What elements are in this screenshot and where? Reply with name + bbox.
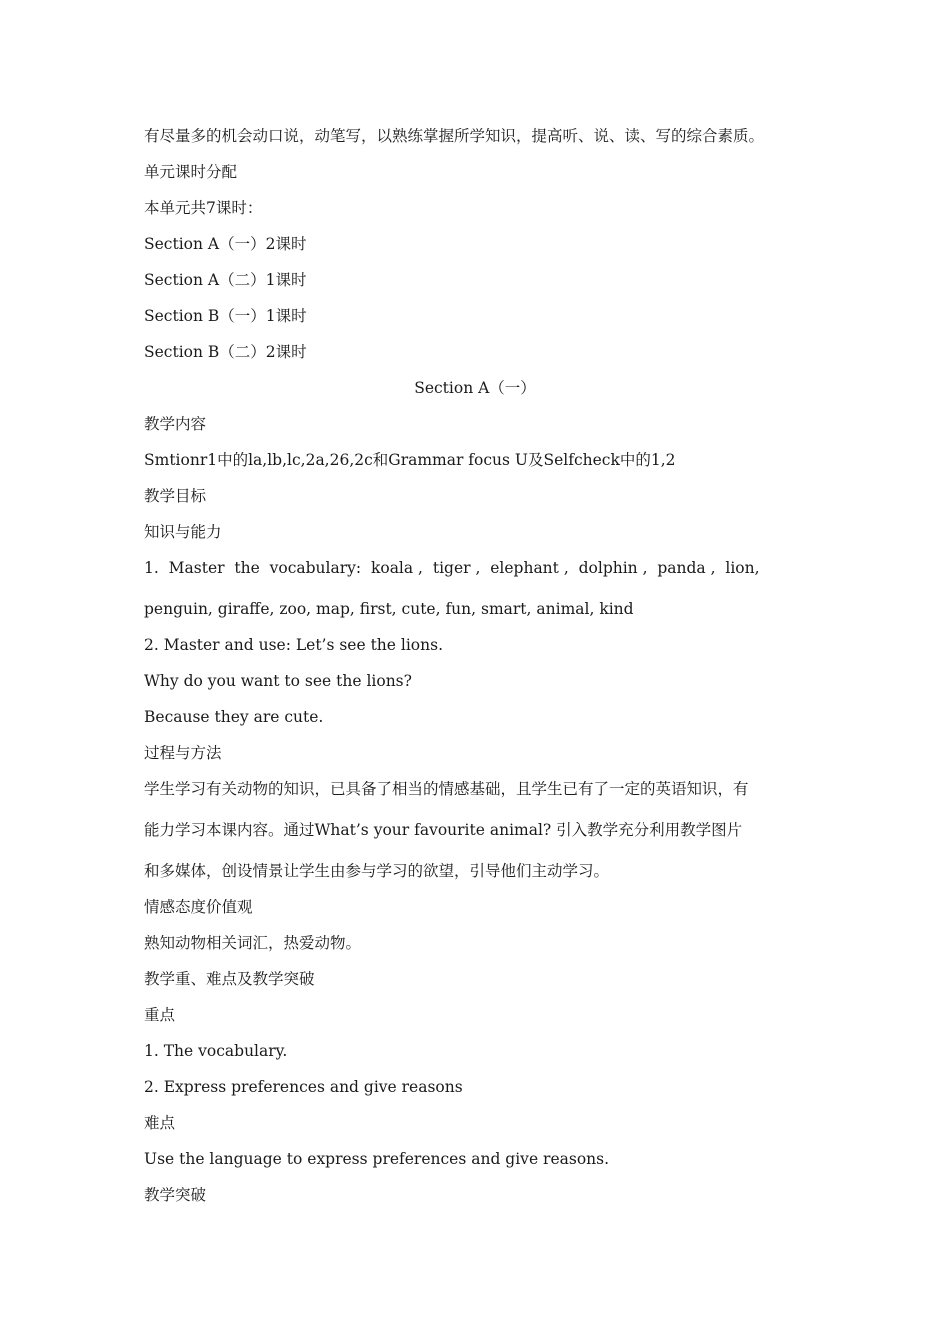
paragraph-line: Use the language to express preferences and give reasons.: [144, 1150, 610, 1168]
section-title: Section A（一）: [414, 379, 536, 397]
paragraph-line: Smtionr1中的la,lb,lc,2a,26,2c和Grammar focus U及Selfcheck中的1,2: [144, 451, 676, 469]
paragraph-line: Why do you want to see the lions?: [144, 672, 412, 690]
paragraph-line: 2. Master and use: Let’s see the lions.: [144, 636, 444, 654]
subheading-attitude: 情感态度价值观: [144, 898, 253, 916]
paragraph-line: 有尽量多的机会动口说，动笔写，以熟练掌握所学知识，提高听、说、读、写的综合素质。: [144, 127, 765, 145]
subheading-difficulty: 难点: [144, 1114, 176, 1132]
paragraph-line: 熟知动物相关词汇，热爱动物。: [144, 934, 362, 952]
paragraph-line: 学生学习有关动物的知识，已具备了相当的情感基础，且学生已有了一定的英语知识，有: [144, 780, 749, 798]
paragraph-line: 本单元共7课时：: [144, 199, 263, 217]
paragraph-line: Because they are cute.: [144, 708, 324, 726]
paragraph-line: 1. Master the vocabulary: koala , tiger , elephant , dolphin , panda , lion,: [144, 559, 760, 577]
schedule-item: Section B（一）1课时: [144, 307, 307, 325]
schedule-item: Section A（一）2课时: [144, 235, 307, 253]
paragraph-line: 2. Express preferences and give reasons: [144, 1078, 463, 1096]
subheading-focus: 重点: [144, 1006, 176, 1024]
schedule-item: Section A（二）1课时: [144, 271, 307, 289]
heading-content: 教学内容: [144, 415, 207, 433]
heading-keypoints: 教学重、难点及教学突破: [144, 970, 315, 988]
heading-schedule: 单元课时分配: [144, 163, 238, 181]
schedule-item: Section B（二）2课时: [144, 343, 307, 361]
paragraph-line: 1. The vocabulary.: [144, 1042, 288, 1060]
subheading-breakthrough: 教学突破: [144, 1186, 207, 1204]
paragraph-line: penguin, giraffe, zoo, map, first, cute, fun, smart, animal, kind: [144, 600, 634, 618]
subheading-knowledge: 知识与能力: [144, 523, 222, 541]
subheading-process: 过程与方法: [144, 744, 222, 762]
paragraph-line: 和多媒体，创设情景让学生由参与学习的欲望，引导他们主动学习。: [144, 862, 610, 880]
heading-goals: 教学目标: [144, 487, 207, 505]
paragraph-line: 能力学习本课内容。通过What’s your favourite animal? 引入教学充分利用教学图片: [144, 821, 743, 839]
